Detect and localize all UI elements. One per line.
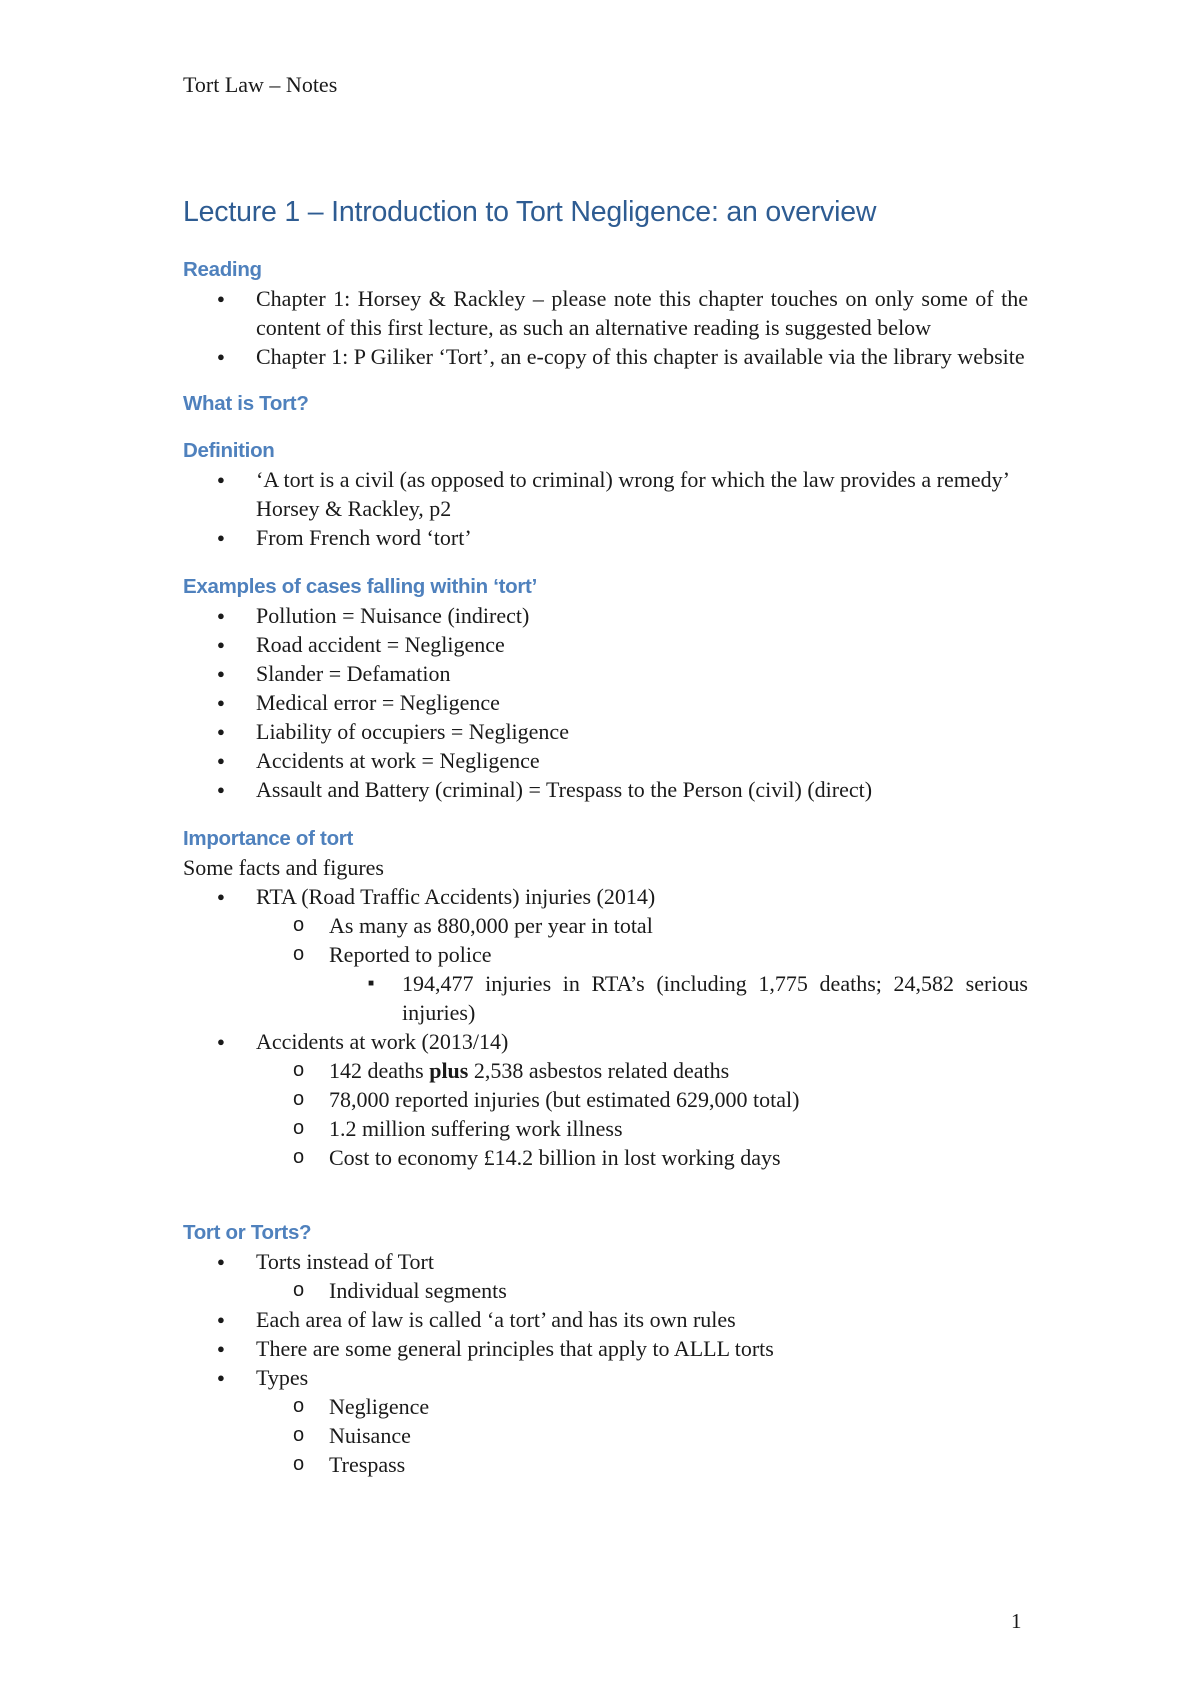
page-number: 1 <box>1011 1609 1022 1633</box>
torts-list <box>183 1247 1028 1479</box>
sub-list-item <box>183 1056 1028 1085</box>
sub-list-item: o Reported to police <box>183 940 1028 969</box>
sub-sub-list-item: ■ 194,477 injuries in RTA’s (including 1,775 deaths; 24,582 serious injuries) <box>183 969 1028 1027</box>
examples-list <box>183 601 1028 804</box>
importance-intro: Some facts and figures <box>183 855 384 880</box>
item-text: 142 deaths <box>329 1058 430 1083</box>
torts-heading: Tort or Torts? <box>183 1221 312 1244</box>
importance-list <box>183 882 1028 1172</box>
reading-list <box>183 284 1028 371</box>
page-content <box>183 190 1028 1479</box>
sub-list-item: o 78,000 reported injuries (but estimated 629,000 total) <box>183 1085 1028 1114</box>
sub-list-item: o Nuisance <box>183 1421 1028 1450</box>
sub-list-item: o 1.2 million suffering work illness <box>183 1114 1028 1143</box>
list-item: ● Accidents at work (2013/14) <box>183 1027 1028 1056</box>
list-item: ● Each area of law is called ‘a tort’ and has its own rules <box>183 1305 1028 1334</box>
bold-text: plus <box>429 1058 469 1083</box>
reading-heading: Reading <box>183 258 262 281</box>
list-item: ● Liability of occupiers = Negligence <box>183 717 1028 746</box>
definition-heading: Definition <box>183 439 275 462</box>
list-item: ● From French word ‘tort’ <box>183 523 1028 552</box>
importance-heading: Importance of tort <box>183 827 353 850</box>
list-item: ● There are some general principles that apply to ALLL torts <box>183 1334 1028 1363</box>
what-is-tort-heading: What is Tort? <box>183 392 309 415</box>
list-item: ● RTA (Road Traffic Accidents) injuries (2014) <box>183 882 1028 911</box>
page-header: Tort Law – Notes <box>183 72 338 97</box>
sub-list-item: o As many as 880,000 per year in total <box>183 911 1028 940</box>
list-item: ● Pollution = Nuisance (indirect) <box>183 601 1028 630</box>
list-item: ● Road accident = Negligence <box>183 630 1028 659</box>
sub-list-item: o Trespass <box>183 1450 1028 1479</box>
list-item: ● ‘A tort is a civil (as opposed to criminal) wrong for which the law provides a remedy’ Horsey & Rackley, p2 <box>183 465 1028 523</box>
list-item: ● Chapter 1: Horsey & Rackley – please note this chapter touches on only some of the content of this first lecture, as such an alternative reading is suggested below <box>183 284 1028 342</box>
list-item: ● Medical error = Negligence <box>183 688 1028 717</box>
sub-list-item: o Cost to economy £14.2 billion in lost working days <box>183 1143 1028 1172</box>
item-text: 2,538 asbestos related deaths <box>468 1058 730 1083</box>
definition-list <box>183 465 1028 552</box>
examples-heading: Examples of cases falling within ‘tort’ <box>183 575 537 598</box>
list-item: ● Slander = Defamation <box>183 659 1028 688</box>
list-item: ● Accidents at work = Negligence <box>183 746 1028 775</box>
sub-list-item: o Individual segments <box>183 1276 1028 1305</box>
list-item: ● Types <box>183 1363 1028 1392</box>
list-item: ● Chapter 1: P Giliker ‘Tort’, an e-copy of this chapter is available via the library website <box>183 342 1028 371</box>
page-title: Lecture 1 – Introduction to Tort Negligence: an overview <box>183 196 877 228</box>
sub-list-item: o Negligence <box>183 1392 1028 1421</box>
list-item: ● Assault and Battery (criminal) = Trespass to the Person (civil) (direct) <box>183 775 1028 804</box>
list-item: ● Torts instead of Tort <box>183 1247 1028 1276</box>
